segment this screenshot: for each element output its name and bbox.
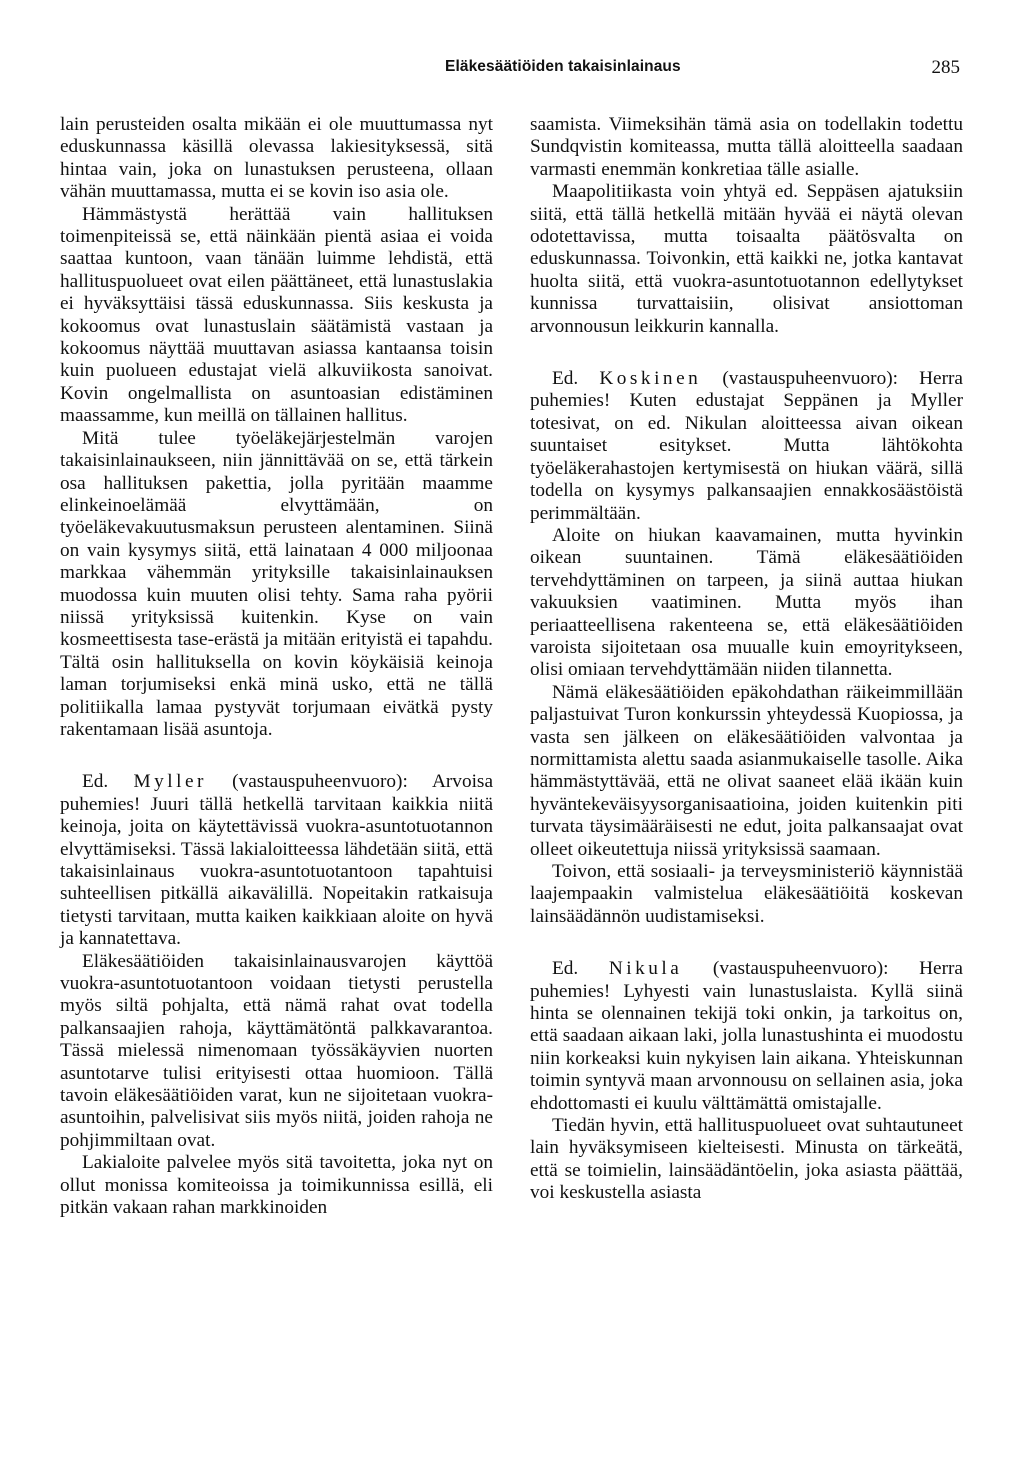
paragraph: Lakialoite palvelee myös sitä tavoitetta, joka nyt on ollut monissa komiteoissa ja toimikunnissa esillä, eli pitkän vakaan rahan markkinoiden (60, 1152, 493, 1219)
paragraph: Tiedän hyvin, että hallituspuolueet ovat suhtautuneet lain hyväksymiseen kielteisesti. Minusta on tärkeätä, että se toimielin, lainsäädäntöelin, joka asiasta päättää, voi keskustella asiasta (530, 1115, 963, 1204)
page-number: 285 (931, 57, 960, 78)
speech-prefix: Ed. (552, 368, 600, 390)
speech-paragraph (60, 771, 493, 950)
paragraph: Mitä tulee työeläkejärjestelmän varojen takaisinlainaukseen, niin jännittävää on se, että tärkein osa hallituksen pakettia, jolla pyritään maamme elinkeinoelämää elvyttämään, on työeläkevakuutusmaksun perusteen alentaminen. Siinä on vain kysymys siitä, että lainataan 4 000 miljoonaa markkaa vähemmän yrityksille takaisinlainauksen muodossa kuin muuten olisi tehty. Sama raha pyörii niissä yrityksissä kuitenkin. Kyse on vain kosmeettisesta tase-erästä ja mitään erityistä ei tapahdu. Tältä osin hallituksella on kovin köykäisiä keinoja laman torjumiseksi enkä minä usko, että ne tällä politiikalla lamaa pystyvät torjumaan eivätkä pysty rakentamaan lisää asuntoja. (60, 427, 493, 740)
paragraph: Toivon, että sosiaali- ja terveysministeriö käynnistää laajempaakin valmistelua eläkesäätiöitä koskevan lainsäädännön uudistamiseksi. (530, 861, 963, 927)
paragraph: lain perusteiden osalta mikään ei ole muuttumassa nyt eduskunnassa käsillä olevassa lakiesityksessä, sitä hintaa vain, joka on lunastuksen perusteena, ollaan vähän muuttamassa, mutta ei se kovin iso asia ole. (60, 114, 493, 203)
paragraph: Nämä eläkesäätiöiden epäkohdathan räikeimmillään paljastuivat Turon konkurssin yhteydessä Kuopiossa, ja vasta sen jälkeen on eläkesäätiöiden valvontaa ja normittamista alettu saada asianmukaiselle tasolle. Aika hämmästyttävää, että ne olivat saaneet elää ikään kuin hyväntekeväisyysorganisaatioina, joiden kuitenkin piti turvata täysimääräisesti ne edut, joita palkansaajat ovat olleet oikeutettuja niissä yrityksissä saamaan. (530, 681, 963, 860)
speech-text: (vastauspuheenvuoro): Herra puhemies! Lyhyesti vain lunastuslaista. Kyllä siinä hinta se olennainen tekijä toki onkin, ja tarkoitus on, että saadaan aikaan laki, jolla lunastushinta ei muodostu niin korkeaksi kuin nykyisen lain aikana. Yhteiskunnan toimin syntyvä maan arvonnousu on sellainen asia, joka ehdottomasti ei kuulu välttämättä omistajalle. (530, 958, 963, 1114)
page-header (60, 58, 964, 88)
running-title: Eläkesäätiöiden takaisinlainaus (445, 58, 681, 75)
paragraph: Aloite on hiukan kaavamainen, mutta hyvinkin oikean suuntainen. Tämä eläkesäätiöiden tervehdyttäminen on tarpeen, ja siinä auttaa hiukan vakuuksien vaatiminen. Mutta myös ihan periaatteellisena rakenteena se, että eläkesäätiöiden varoista sijoitetaan osa muualle kuin emoyritykseen, olisi omiaan tervehdyttämään niiden tilannetta. (530, 524, 963, 681)
speech-paragraph (530, 368, 963, 525)
right-column (530, 114, 963, 1205)
speaker-name: Koskinen (599, 368, 702, 390)
speech-prefix: Ed. (552, 958, 609, 980)
speech-paragraph (530, 958, 963, 1115)
paragraph: Hämmästystä herättää vain hallituksen toimenpiteissä se, että näinkään pientä asiaa ei voida saattaa kuntoon, vaan tänään luimme lehdistä, että hallituspuolueet ovat eilen päättäneet, että lunastuslakia ei hyväksyttäisi tässä eduskunnassa. Siis keskusta ja kokoomus ovat lunastuslain säätämistä vastaan ja kokoomus näyttää muuttavan asiassa kantaansa toisin kuin puolueen edustajat vielä alkuviikosta sanoivat. Kovin ongelmallista on asuntoasian edistäminen maassamme, kun meillä on tällainen hallitus. (60, 203, 493, 427)
speech-text: (vastauspuheenvuoro): Herra puhemies! Kuten edustajat Seppänen ja Myller totesivat, on ed. Nikulan aloitteessa aivan oikean suuntaiset esitykset. Mutta lähtökohta työeläkerahastojen kertymisestä on hiukan väärä, sillä todella on kysymys palkansaajien ennakkosäästöistä perimmältään. (530, 368, 963, 524)
paragraph: saamista. Viimeksihän tämä asia on todellakin todettu Sundqvistin komiteassa, mutta tällä aloitteella saadaan varmasti enemmän konkretiaa tälle asialle. (530, 114, 963, 180)
speaker-name: Myller (133, 771, 207, 793)
speaker-name: Nikula (608, 958, 683, 980)
paragraph: Eläkesäätiöiden takaisinlainausvarojen käyttöä vuokra-asuntotuotantoon voidaan tietysti perustella myös siltä pohjalta, että nämä rahat ovat todella palkansaajien rahoja, käyttämätöntä palkkavarantoa. Tässä mielessä nimenomaan työssäkäyvien nuorten asuntotarve tulisi erityisesti ottaa huomioon. Tällä tavoin eläkesäätiöiden varat, kun ne sijoitetaan vuokra-asuntoihin, palvelisivat siis myös niitä, joiden rahoja ne pohjimmiltaan ovat. (60, 950, 493, 1151)
speech-text: (vastauspuheenvuoro): Arvoisa puhemies! Juuri tällä hetkellä tarvitaan kaikkia niitä keinoja, joita on käytettävissä vuokra-asuntotuotannon elvyttämiseksi. Tässä lakialoitteessa lähdetään siitä, että takaisinlainaus vuokra-asuntotuotantoon tapahtuisi suhteellisen pitkällä aikavälillä. Nopeitakin ratkaisuja tietysti tarvitaan, mutta kaiken kaikkiaan aloite on hyvä ja kannatettava. (60, 771, 493, 950)
speech-prefix: Ed. (82, 771, 134, 793)
left-column (60, 114, 493, 1220)
paragraph: Maapolitiikasta voin yhtyä ed. Seppäsen ajatuksiin siitä, että tällä hetkellä mitään hyvää ei näytä olevan odotettavissa, mutta toisaalta päätösvalta on eduskunnassa. Toivonkin, että kaikki ne, jotka kantavat huolta siitä, että vuokra-asuntotuotannon edellytykset kunnissa turvattaisiin, olisivat ansiottoman arvonnousun leikkurin kannalla. (530, 181, 963, 337)
